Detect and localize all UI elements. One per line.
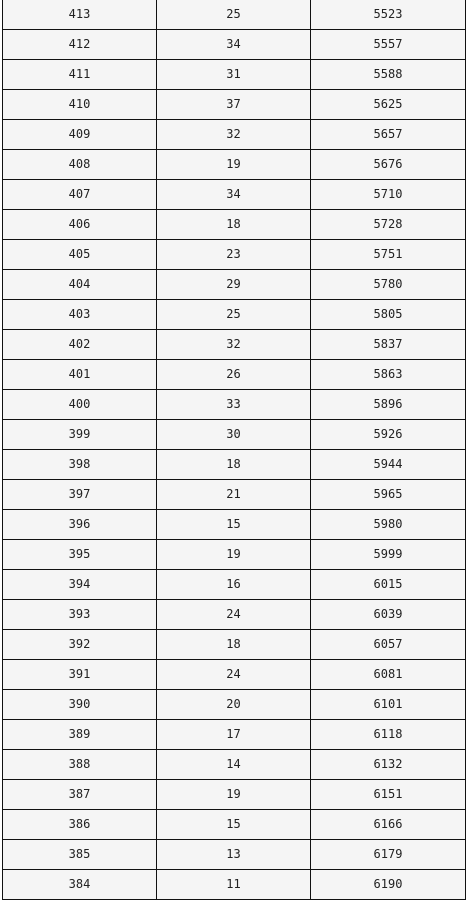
score-cell: 389	[3, 720, 157, 750]
score-cell: 410	[3, 90, 157, 120]
table-row	[3, 270, 466, 300]
cumulative-cell: 5588	[311, 60, 466, 90]
count-cell: 24	[157, 660, 311, 690]
table-row	[3, 720, 466, 750]
count-cell: 25	[157, 0, 311, 30]
count-cell: 16	[157, 570, 311, 600]
table-row	[3, 180, 466, 210]
score-cell: 393	[3, 600, 157, 630]
score-cell: 386	[3, 810, 157, 840]
cumulative-cell: 5944	[311, 450, 466, 480]
table-row	[3, 0, 466, 30]
cumulative-cell: 6015	[311, 570, 466, 600]
table-row	[3, 480, 466, 510]
count-cell: 17	[157, 720, 311, 750]
table-row	[3, 300, 466, 330]
table-row	[3, 810, 466, 840]
cumulative-cell: 5837	[311, 330, 466, 360]
table-row	[3, 60, 466, 90]
cumulative-cell: 6166	[311, 810, 466, 840]
table-row	[3, 240, 466, 270]
cumulative-cell: 5863	[311, 360, 466, 390]
count-cell: 26	[157, 360, 311, 390]
count-cell: 25	[157, 300, 311, 330]
count-cell: 30	[157, 420, 311, 450]
table-row	[3, 600, 466, 630]
score-cell: 407	[3, 180, 157, 210]
count-cell: 15	[157, 510, 311, 540]
count-cell: 31	[157, 60, 311, 90]
table-row	[3, 450, 466, 480]
cumulative-cell: 5980	[311, 510, 466, 540]
table-row	[3, 90, 466, 120]
table-row	[3, 750, 466, 780]
count-cell: 13	[157, 840, 311, 870]
count-cell: 14	[157, 750, 311, 780]
table-row	[3, 390, 466, 420]
score-cell: 411	[3, 60, 157, 90]
count-cell: 15	[157, 810, 311, 840]
cumulative-cell: 6190	[311, 870, 466, 900]
count-cell: 32	[157, 330, 311, 360]
score-cell: 392	[3, 630, 157, 660]
cumulative-cell: 6081	[311, 660, 466, 690]
table-row	[3, 870, 466, 900]
score-cell: 384	[3, 870, 157, 900]
table-row	[3, 540, 466, 570]
table-row	[3, 570, 466, 600]
score-cell: 394	[3, 570, 157, 600]
cumulative-cell: 6057	[311, 630, 466, 660]
score-cell: 403	[3, 300, 157, 330]
cumulative-cell: 6132	[311, 750, 466, 780]
score-cell: 405	[3, 240, 157, 270]
count-cell: 19	[157, 780, 311, 810]
cumulative-cell: 6151	[311, 780, 466, 810]
table-row	[3, 30, 466, 60]
count-cell: 32	[157, 120, 311, 150]
table-row	[3, 780, 466, 810]
score-cell: 398	[3, 450, 157, 480]
score-cell: 395	[3, 540, 157, 570]
cumulative-cell: 5523	[311, 0, 466, 30]
cumulative-cell: 6179	[311, 840, 466, 870]
score-cell: 404	[3, 270, 157, 300]
score-cell: 409	[3, 120, 157, 150]
table-row	[3, 630, 466, 660]
cumulative-cell: 5780	[311, 270, 466, 300]
table-row	[3, 690, 466, 720]
score-cell: 390	[3, 690, 157, 720]
score-cell: 413	[3, 0, 157, 30]
score-cell: 412	[3, 30, 157, 60]
cumulative-cell: 6118	[311, 720, 466, 750]
table-row	[3, 660, 466, 690]
cumulative-cell: 5710	[311, 180, 466, 210]
table-row	[3, 150, 466, 180]
score-table-body	[3, 0, 466, 900]
count-cell: 37	[157, 90, 311, 120]
cumulative-cell: 5896	[311, 390, 466, 420]
table-row	[3, 210, 466, 240]
count-cell: 19	[157, 540, 311, 570]
count-cell: 18	[157, 210, 311, 240]
count-cell: 19	[157, 150, 311, 180]
score-cell: 391	[3, 660, 157, 690]
table-row	[3, 330, 466, 360]
score-cell: 402	[3, 330, 157, 360]
cumulative-cell: 5965	[311, 480, 466, 510]
cumulative-cell: 5625	[311, 90, 466, 120]
score-cell: 397	[3, 480, 157, 510]
count-cell: 34	[157, 30, 311, 60]
table-row	[3, 420, 466, 450]
score-cell: 400	[3, 390, 157, 420]
cumulative-cell: 5676	[311, 150, 466, 180]
count-cell: 23	[157, 240, 311, 270]
score-cell: 387	[3, 780, 157, 810]
cumulative-cell: 5805	[311, 300, 466, 330]
count-cell: 20	[157, 690, 311, 720]
cumulative-cell: 5751	[311, 240, 466, 270]
count-cell: 18	[157, 630, 311, 660]
score-cell: 399	[3, 420, 157, 450]
score-table	[2, 0, 466, 900]
count-cell: 34	[157, 180, 311, 210]
count-cell: 33	[157, 390, 311, 420]
cumulative-cell: 5926	[311, 420, 466, 450]
table-row	[3, 120, 466, 150]
count-cell: 18	[157, 450, 311, 480]
score-cell: 388	[3, 750, 157, 780]
score-cell: 406	[3, 210, 157, 240]
score-cell: 385	[3, 840, 157, 870]
cumulative-cell: 5557	[311, 30, 466, 60]
cumulative-cell: 6101	[311, 690, 466, 720]
table-row	[3, 840, 466, 870]
table-row	[3, 360, 466, 390]
cumulative-cell: 5999	[311, 540, 466, 570]
cumulative-cell: 5657	[311, 120, 466, 150]
count-cell: 29	[157, 270, 311, 300]
score-cell: 396	[3, 510, 157, 540]
count-cell: 21	[157, 480, 311, 510]
count-cell: 24	[157, 600, 311, 630]
count-cell: 11	[157, 870, 311, 900]
score-cell: 408	[3, 150, 157, 180]
cumulative-cell: 5728	[311, 210, 466, 240]
score-cell: 401	[3, 360, 157, 390]
table-row	[3, 510, 466, 540]
cumulative-cell: 6039	[311, 600, 466, 630]
